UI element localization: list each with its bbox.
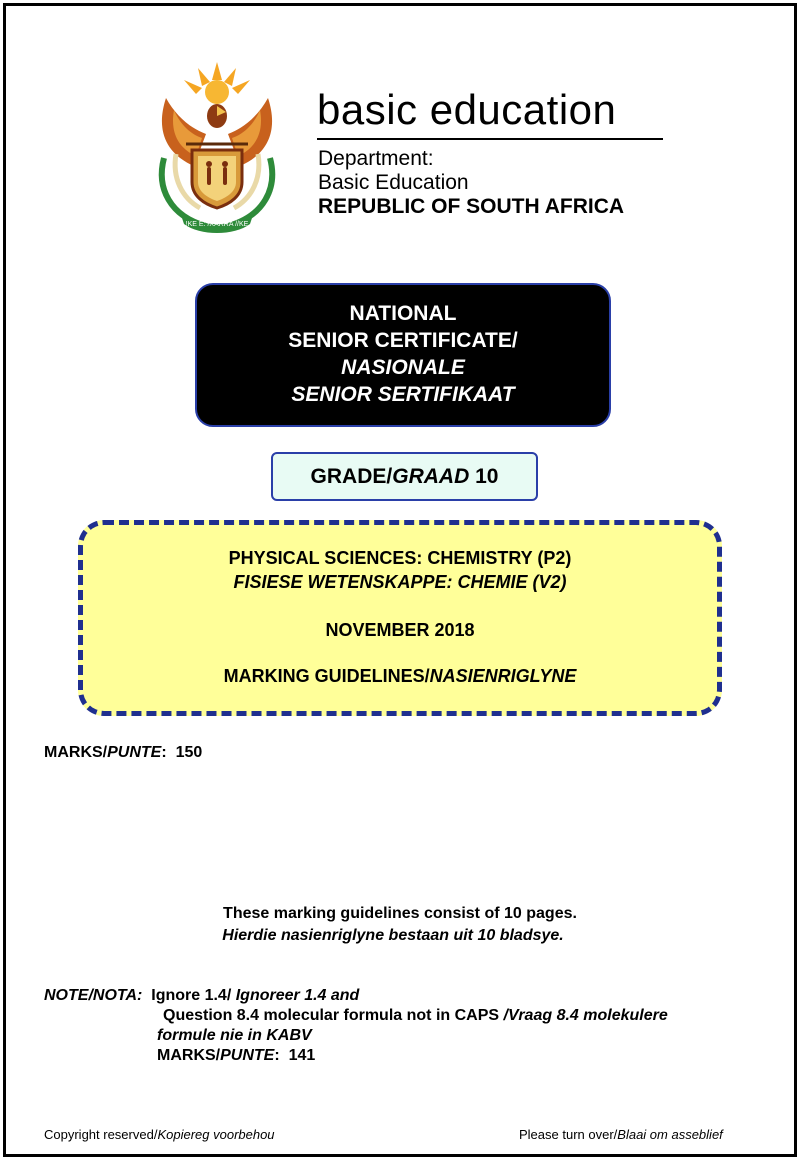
marks-value: 150 [175, 744, 203, 761]
marking-guidelines-title [83, 666, 717, 687]
note-prefix: NOTE/NOTA: [44, 987, 143, 1004]
note-line-2-af: /Vraag 8.4 molekulere [503, 1007, 668, 1024]
footer-turn-over [519, 1127, 723, 1142]
certificate-line-2: SENIOR CERTIFICATE/ [288, 329, 518, 352]
brand-divider [317, 138, 663, 140]
note-line-2-en: Question 8.4 molecular formula not in CAPS [163, 1007, 504, 1024]
coat-of-arms-logo [146, 58, 288, 236]
grade-label: GRADE/ [310, 465, 393, 488]
note-marks-separator: : [274, 1047, 289, 1064]
certificate-banner [195, 283, 611, 427]
note-marks-value: 141 [288, 1047, 316, 1064]
note-marks-label-af: PUNTE [220, 1047, 275, 1064]
footer-copyright-en: Copyright reserved/ [44, 1127, 158, 1142]
footer-turn-over-en: Please turn over/ [519, 1127, 618, 1142]
note-adjusted-marks [157, 1047, 315, 1065]
total-marks [44, 744, 202, 762]
page-count-en: These marking guidelines consist of 10 pages. [223, 905, 577, 922]
subject-box [78, 520, 722, 716]
note-line-2 [163, 1007, 668, 1025]
subject-title-af: FISIESE WETENSKAPPE: CHEMIE (V2) [233, 572, 567, 592]
footer-turn-over-af: Blaai om asseblief [617, 1127, 723, 1142]
guidelines-en: MARKING GUIDELINES/ [223, 666, 430, 686]
department-label: Department: [318, 147, 434, 170]
note-marks-label: MARKS/ [157, 1047, 221, 1064]
note-line-1-en: Ignore 1.4/ [142, 987, 232, 1004]
department-name: Basic Education [318, 171, 469, 194]
footer-copyright [44, 1127, 275, 1142]
country-name: REPUBLIC OF SOUTH AFRICA [318, 195, 625, 218]
grade-box [271, 452, 538, 501]
exam-date: NOVEMBER 2018 [325, 620, 475, 640]
note-line-1-af: Ignoreer 1.4 and [231, 987, 360, 1004]
grade-number: 10 [475, 465, 499, 488]
page-count-af: Hierdie nasienriglyne bestaan uit 10 bladsye. [222, 927, 564, 944]
note-line-1 [44, 987, 359, 1005]
marks-separator: : [161, 744, 176, 761]
note-line-3: formule nie in KABV [157, 1027, 312, 1044]
certificate-line-1: NATIONAL [349, 302, 457, 325]
footer-copyright-af: Kopiereg voorbehou [157, 1127, 275, 1142]
subject-title-en: PHYSICAL SCIENCES: CHEMISTRY (P2) [228, 548, 572, 568]
certificate-line-3: NASIONALE [341, 356, 465, 379]
crest-motto: !KE E: /XARRA //KE [185, 221, 249, 228]
certificate-line-4: SENIOR SERTIFIKAAT [291, 383, 515, 406]
marks-label: MARKS/ [44, 744, 108, 761]
grade-label-af: GRAAD [392, 465, 470, 488]
brand-title: basic education [317, 86, 617, 133]
marks-label-af: PUNTE [107, 744, 162, 761]
guidelines-af: NASIENRIGLYNE [429, 666, 577, 686]
